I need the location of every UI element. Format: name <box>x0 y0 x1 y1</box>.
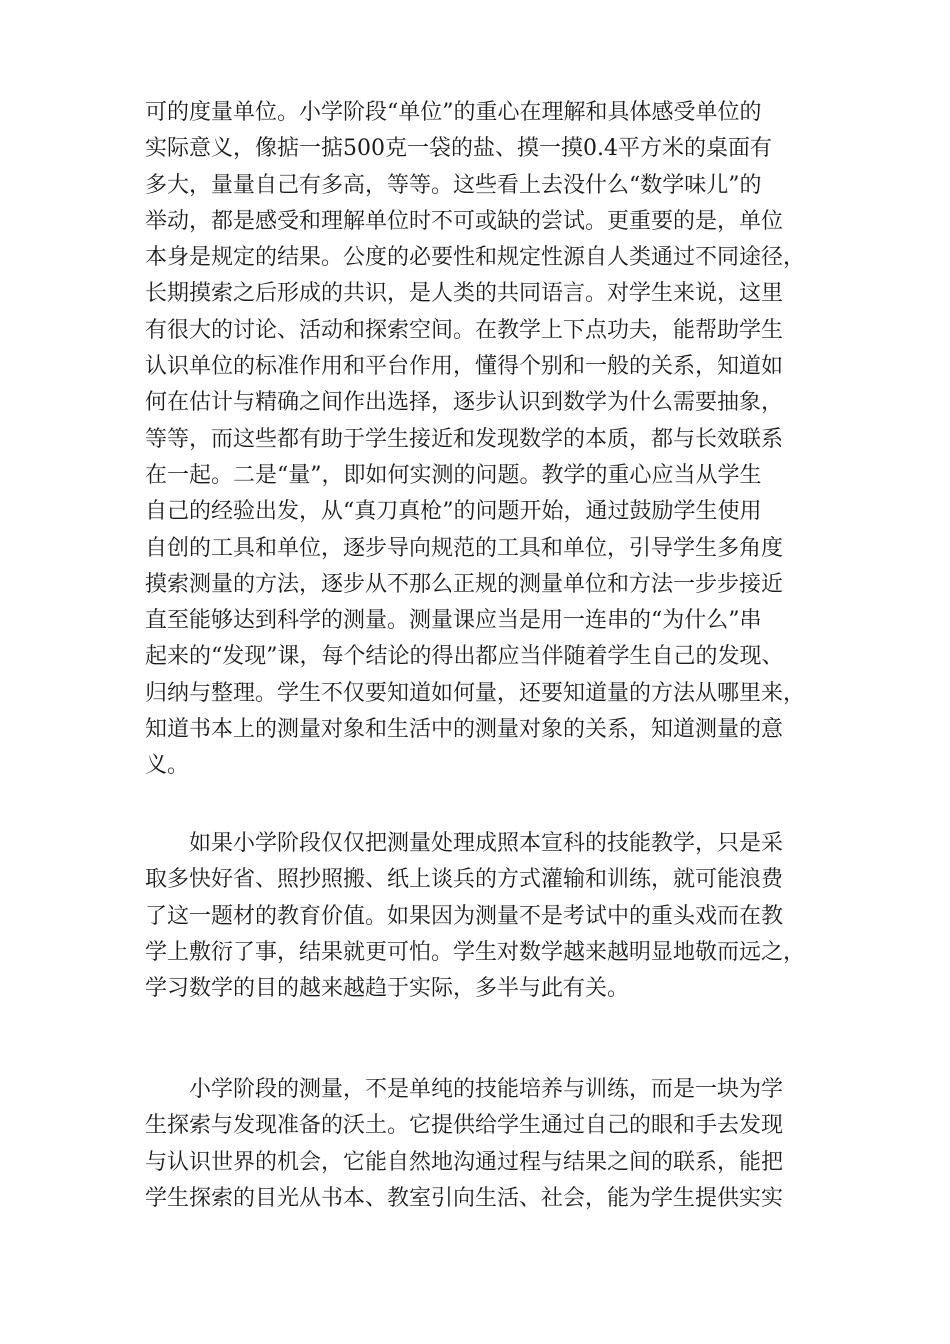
text-line: 自己的经验出发，从“真刀真枪”的问题开始，通过鼓励学生使用 <box>145 499 762 525</box>
text-line: 多大，量量自己有多高，等等。这些看上去没什么“数学味儿”的 <box>145 172 762 198</box>
paragraph-2 <box>145 826 815 1007</box>
text-line: 学上敷衍了事，结果就更可怕。学生对数学越来越明显地敬而远之， <box>145 939 806 965</box>
text-line: 取多快好省、照抄照搬、纸上谈兵的方式灌输和训练，就可能浪费 <box>145 867 784 893</box>
text-line: 何在估计与精确之间作出选择，逐步认识到数学为什么需要抽象， <box>145 390 784 416</box>
text-line: 知道书本上的测量对象和生活中的测量对象的关系，知道测量的意 <box>145 717 784 743</box>
text-line: 了这一题材的教育价值。如果因为测量不是考试中的重头戏而在教 <box>145 903 784 929</box>
text-line: 起来的“发现”课，每个结论的得出都应当伴随着学生自己的发现、 <box>145 644 784 670</box>
paragraph-3 <box>145 1072 815 1217</box>
text-line: 长期摸索之后形成的共识，是人类的共同语言。对学生来说，这里 <box>145 281 784 307</box>
text-line: 归纳与整理。学生不仅要知道如何量，还要知道量的方法从哪里来， <box>145 680 806 706</box>
text-line: 义。 <box>145 753 190 779</box>
text-line: 学习数学的目的越来越趋于实际，多半与此有关。 <box>145 976 630 1002</box>
text-line: 学生探索的目光从书本、教室引向生活、社会，能为学生提供实实 <box>145 1185 784 1211</box>
text-line: 有很大的讨论、活动和探索空间。在教学上下点功夫，能帮助学生 <box>145 317 784 343</box>
text-line: 如果小学阶段仅仅把测量处理成照本宣科的技能教学，只是采 <box>145 831 784 856</box>
text-line: 举动，都是感受和理解单位时不可或缺的尝试。更重要的是，单位 <box>145 208 784 234</box>
text-line: 生探索与发现准备的沃土。它提供给学生通过自己的眼和手去发现 <box>145 1113 784 1139</box>
text-line: 等等，而这些都有助于学生接近和发现数学的本质，都与长效联系 <box>145 426 784 452</box>
text-line: 可的度量单位。小学阶段“单位”的重心在理解和具体感受单位的 <box>145 100 762 125</box>
text-line: 摸索测量的方法，逐步从不那么正规的测量单位和方法一步步接近 <box>145 571 784 597</box>
text-line: 小学阶段的测量，不是单纯的技能培养与训练，而是一块为学 <box>145 1077 784 1102</box>
text-line: 自创的工具和单位，逐步导向规范的工具和单位，引导学生多角度 <box>145 535 784 561</box>
text-line: 直至能够达到科学的测量。测量课应当是用一连串的“为什么”串 <box>145 608 762 634</box>
text-line: 与认识世界的机会，它能自然地沟通过程与结果之间的联系，能把 <box>145 1149 784 1175</box>
text-line: 本身是规定的结果。公度的必要性和规定性源自人类通过不同途径， <box>145 245 806 271</box>
text-line: 在一起。二是“量”，即如何实测的问题。教学的重心应当从学生 <box>145 462 762 488</box>
paragraph-1 <box>145 95 815 785</box>
text-line: 实际意义，像掂一掂500克一袋的盐、摸一摸0.4平方米的桌面有 <box>145 136 772 162</box>
text-line: 认识单位的标准作用和平台作用，懂得个别和一般的关系，知道如 <box>145 354 784 380</box>
